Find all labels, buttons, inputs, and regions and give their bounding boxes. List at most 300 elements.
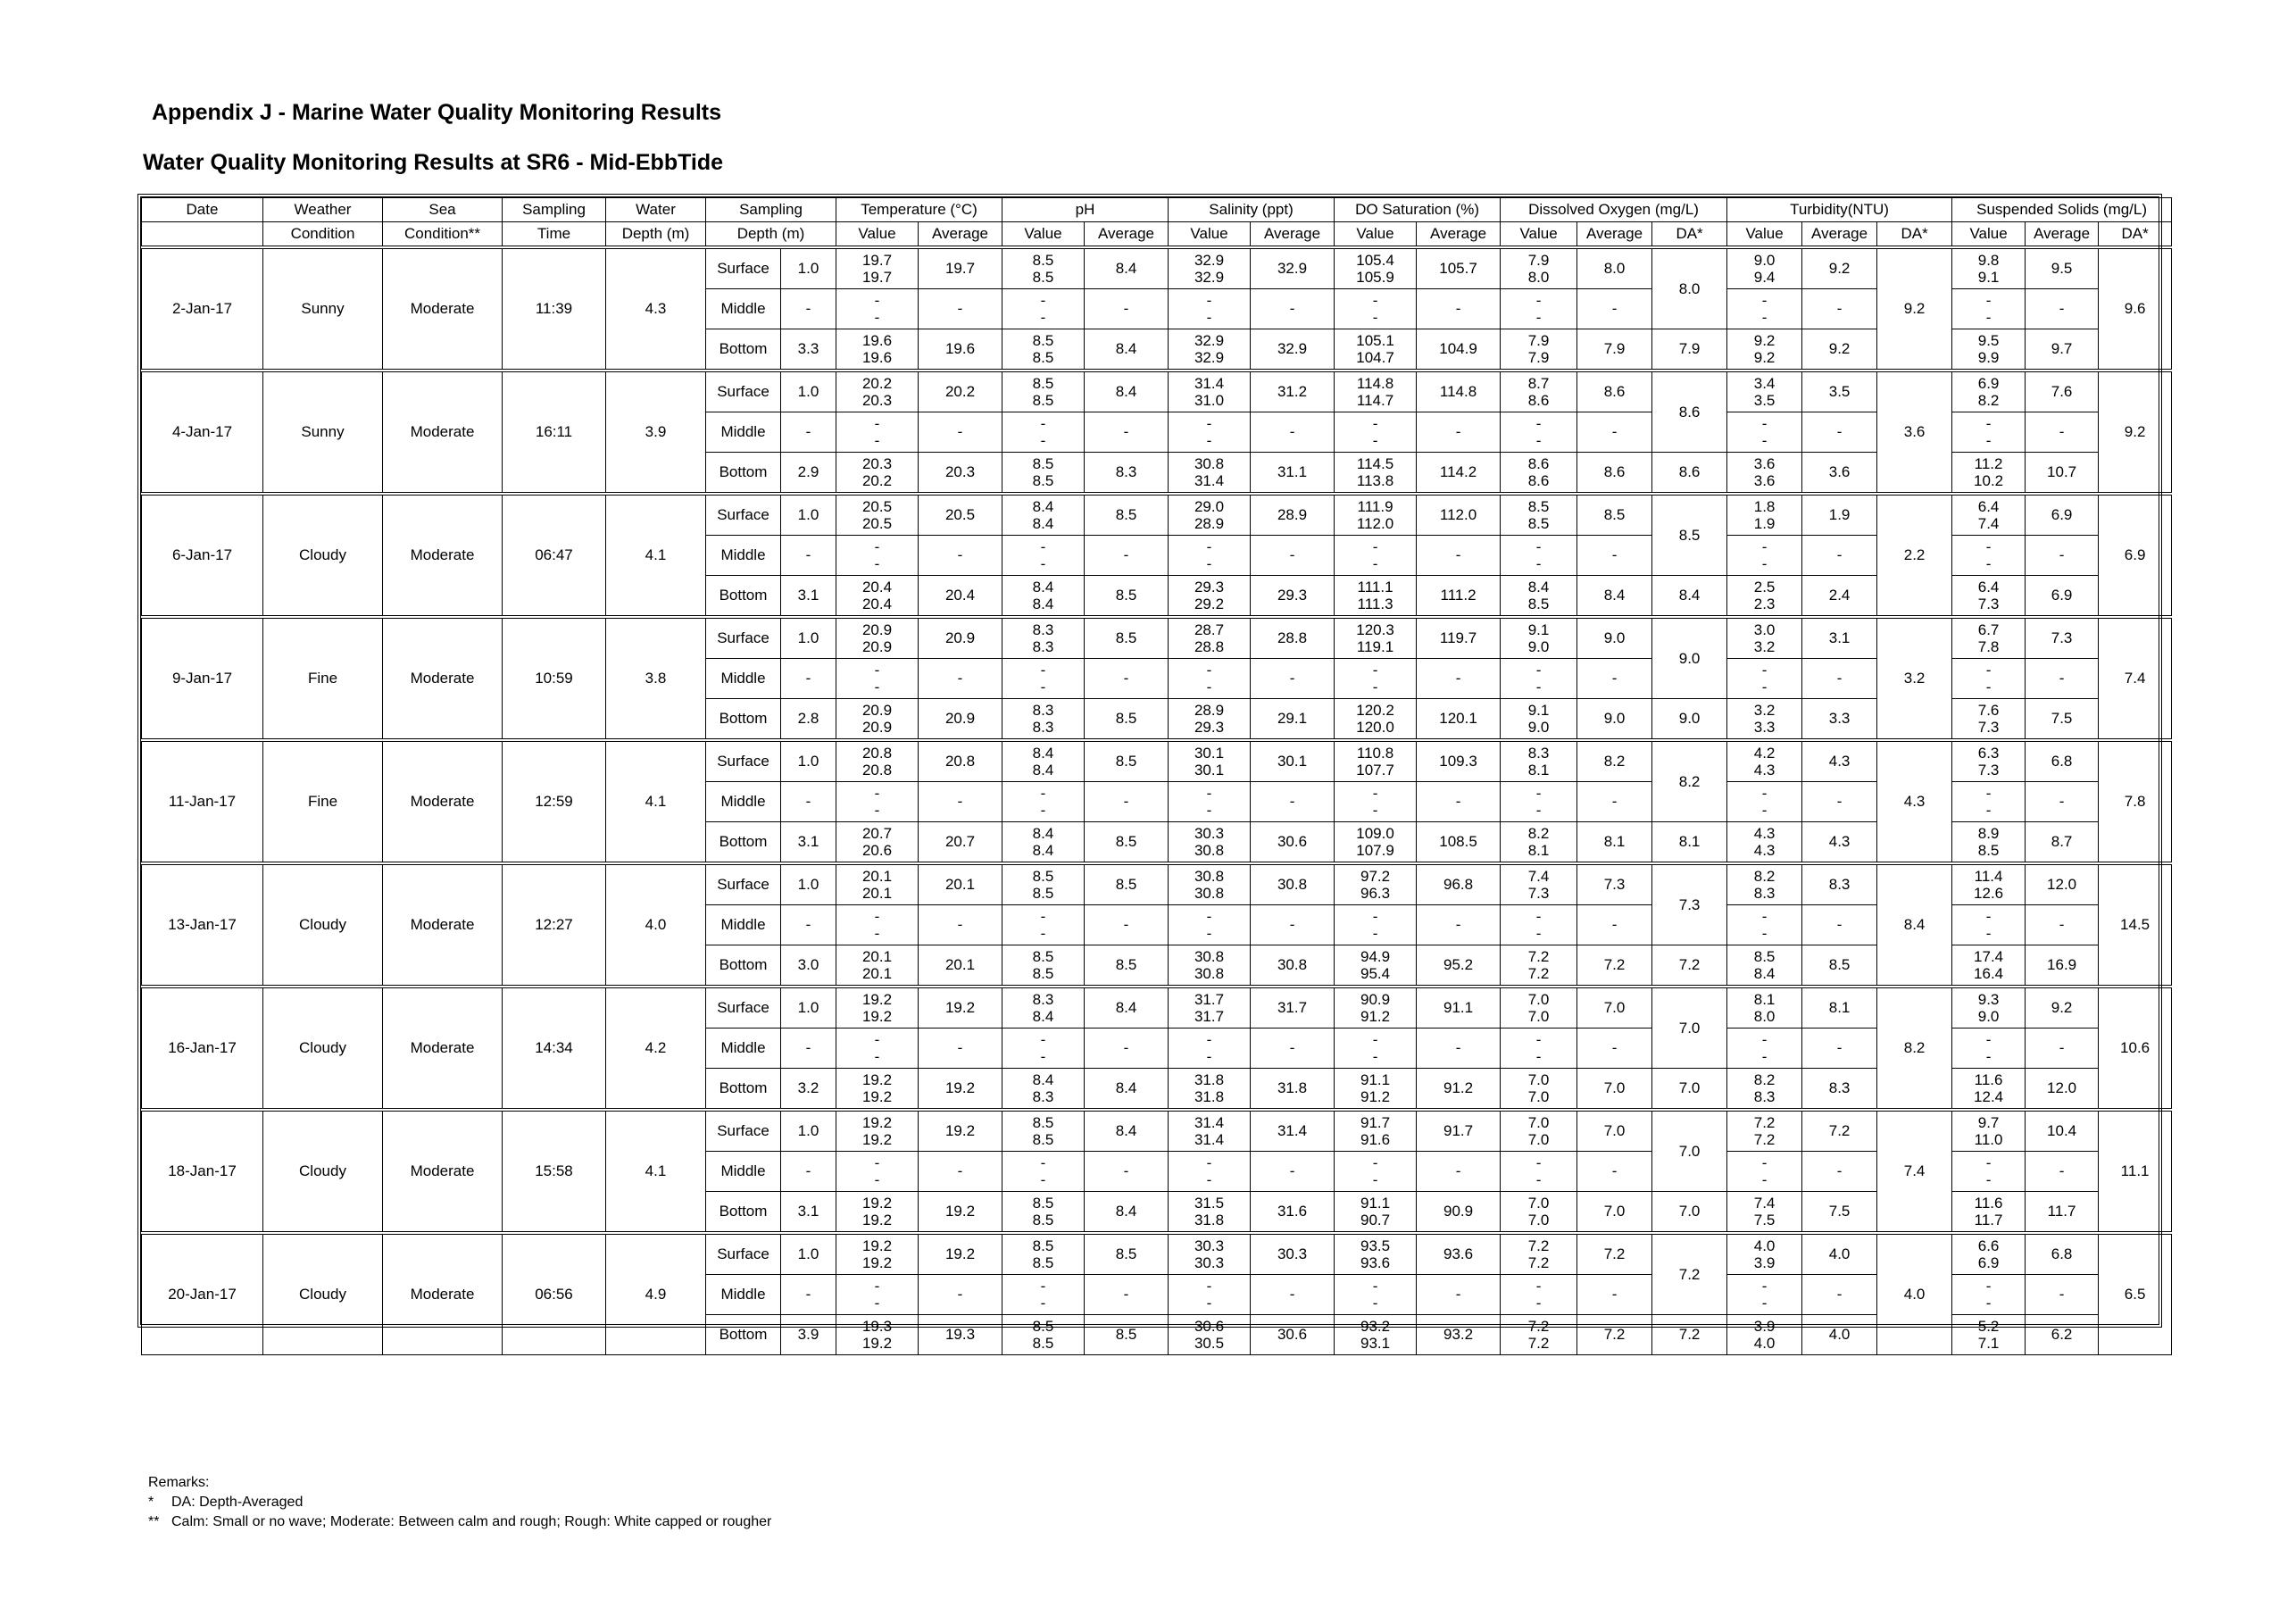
suspended-solids-values-reading: 17.4 — [1974, 947, 2004, 965]
ph-values-reading: - — [1040, 537, 1046, 555]
temperature-values — [836, 863, 919, 905]
suspended-solids-average: 12.0 — [2026, 1069, 2099, 1111]
header-row-2 — [142, 222, 2172, 248]
suspended-solids-average: - — [2026, 782, 2099, 822]
turbidity-average: 3.1 — [1802, 617, 1877, 659]
ph-values-reading: 8.5 — [1032, 885, 1054, 902]
temperature-values — [836, 1233, 919, 1275]
suspended-solids-values-reading: 11.4 — [1974, 867, 2003, 885]
ph-average: - — [1085, 536, 1169, 576]
sampling-time-cell: 06:56 — [503, 1233, 606, 1355]
header-sampling: Sampling — [503, 198, 606, 222]
salinity-values — [1169, 1029, 1251, 1069]
header-time: Time — [503, 222, 606, 248]
level-depth-cell: - — [781, 412, 836, 453]
suspended-solids-values-reading: 7.3 — [1977, 719, 2000, 736]
temperature-values-reading: 20.5 — [861, 515, 893, 532]
turbidity-average: 3.5 — [1802, 371, 1877, 412]
ph-values-reading: 8.5 — [1032, 1317, 1054, 1335]
turbidity-values-reading: 7.4 — [1753, 1194, 1776, 1212]
salinity-values — [1169, 945, 1251, 987]
do-saturation-values-reading: - — [1372, 555, 1378, 572]
temperature-values — [836, 329, 919, 371]
temperature-values — [836, 1029, 919, 1069]
suspended-solids-values — [1952, 905, 2026, 945]
level-name-cell: Middle — [706, 1152, 781, 1192]
salinity-average: - — [1251, 1029, 1335, 1069]
do-saturation-values-reading: 91.1 — [1360, 1194, 1391, 1212]
dissolved-oxygen-values — [1501, 247, 1577, 289]
dissolved-oxygen-values-reading: 8.5 — [1527, 515, 1550, 532]
suspended-solids-average: 7.6 — [2026, 371, 2099, 412]
ph-values-reading: - — [1040, 1030, 1046, 1048]
level-depth-cell: 1.0 — [781, 371, 836, 412]
turbidity-values-reading: 3.9 — [1753, 1317, 1776, 1335]
salinity-values-reading: - — [1206, 679, 1212, 695]
salinity-average: 31.4 — [1251, 1110, 1335, 1152]
salinity-values-reading: 32.9 — [1194, 251, 1225, 269]
sea-condition-cell: Moderate — [383, 247, 503, 371]
level-name-cell: Bottom — [706, 1315, 781, 1355]
salinity-values — [1169, 1192, 1251, 1234]
dissolved-oxygen-values-reading: 9.1 — [1527, 620, 1550, 638]
suspended-solids-average: - — [2026, 1275, 2099, 1315]
dissolved-oxygen-values — [1501, 1029, 1577, 1069]
salinity-values — [1169, 863, 1251, 905]
turbidity-values — [1727, 822, 1802, 864]
temperature-values-reading: 19.6 — [861, 349, 893, 366]
dissolved-oxygen-values-reading: 8.5 — [1527, 595, 1550, 612]
temperature-average: 20.5 — [919, 494, 1002, 536]
suspended-solids-values-reading: 11.0 — [1974, 1131, 2003, 1148]
turbidity-da: 3.6 — [1877, 371, 1952, 494]
dissolved-oxygen-da: 7.2 — [1652, 1233, 1727, 1315]
temperature-average: 19.2 — [919, 987, 1002, 1029]
dissolved-oxygen-values-reading: - — [1535, 309, 1542, 326]
dissolved-oxygen-values-reading: 7.0 — [1527, 1131, 1550, 1148]
dissolved-oxygen-values — [1501, 905, 1577, 945]
dissolved-oxygen-values — [1501, 699, 1577, 741]
dissolved-oxygen-values-reading: 7.0 — [1527, 1008, 1550, 1025]
do-saturation-values-reading: - — [1372, 1171, 1378, 1188]
turbidity-average: 1.9 — [1802, 494, 1877, 536]
ph-values-reading: - — [1040, 555, 1046, 572]
dissolved-oxygen-average: - — [1577, 1029, 1652, 1069]
salinity-values-reading: 30.1 — [1194, 744, 1225, 762]
ph-values-reading: 8.4 — [1032, 515, 1054, 532]
level-depth-cell: 2.8 — [781, 699, 836, 741]
suspended-solids-average: - — [2026, 1029, 2099, 1069]
do-saturation-average: 95.2 — [1417, 945, 1501, 987]
dissolved-oxygen-average: 7.2 — [1577, 1315, 1652, 1355]
turbidity-values-reading: 1.9 — [1753, 515, 1776, 532]
temperature-values-reading: 19.2 — [861, 1008, 893, 1025]
sea-condition-cell: Moderate — [383, 371, 503, 494]
suspended-solids-da: 6.5 — [2099, 1233, 2172, 1355]
level-name-cell: Middle — [706, 1275, 781, 1315]
temperature-values — [836, 987, 919, 1029]
do-saturation-values — [1335, 247, 1417, 289]
salinity-values — [1169, 1152, 1251, 1192]
dissolved-oxygen-average: 8.6 — [1577, 371, 1652, 412]
page-title: Appendix J - Marine Water Quality Monitoring Results — [152, 100, 722, 125]
suspended-solids-average: 9.7 — [2026, 329, 2099, 371]
level-depth-cell: - — [781, 782, 836, 822]
do-saturation-values-reading: - — [1372, 309, 1378, 326]
turbidity-values-reading: 7.2 — [1753, 1131, 1776, 1148]
temperature-values-reading: 19.7 — [861, 251, 893, 269]
dissolved-oxygen-values — [1501, 863, 1577, 905]
dissolved-oxygen-average: - — [1577, 782, 1652, 822]
salinity-values-reading: - — [1206, 414, 1212, 432]
do-saturation-values-reading: 120.3 — [1356, 620, 1394, 638]
water-depth-cell: 4.0 — [606, 863, 706, 987]
header-sampling-depth: Sampling — [706, 198, 836, 222]
salinity-average: 30.3 — [1251, 1233, 1335, 1275]
ph-values — [1002, 494, 1085, 536]
suspended-solids-values-reading: 7.6 — [1977, 701, 2000, 719]
turbidity-average: 7.5 — [1802, 1192, 1877, 1234]
suspended-solids-da: 9.6 — [2099, 247, 2172, 371]
ph-average: 8.4 — [1085, 371, 1169, 412]
turbidity-values-reading: - — [1761, 1277, 1768, 1295]
dissolved-oxygen-values — [1501, 617, 1577, 659]
turbidity-values — [1727, 453, 1802, 495]
temperature-values — [836, 1152, 919, 1192]
ph-values-reading: 8.5 — [1032, 1237, 1054, 1254]
header-turb-value: Value — [1727, 222, 1802, 248]
turbidity-values — [1727, 1233, 1802, 1275]
water-depth-cell: 4.1 — [606, 494, 706, 617]
temperature-average: 20.4 — [919, 576, 1002, 618]
suspended-solids-values-reading: - — [1985, 907, 1992, 925]
level-depth-cell: - — [781, 536, 836, 576]
ph-values-reading: 8.5 — [1032, 331, 1054, 349]
level-depth-cell: 1.0 — [781, 1233, 836, 1275]
header-ph: pH — [1002, 198, 1169, 222]
dissolved-oxygen-values-reading: - — [1535, 1153, 1542, 1171]
dissolved-oxygen-da-bottom: 7.2 — [1652, 1315, 1727, 1355]
level-name-cell: Middle — [706, 905, 781, 945]
turbidity-average: - — [1802, 1275, 1877, 1315]
dissolved-oxygen-values — [1501, 536, 1577, 576]
suspended-solids-values-reading: 9.0 — [1977, 1008, 2000, 1025]
turbidity-values — [1727, 329, 1802, 371]
dissolved-oxygen-values-reading: 7.2 — [1527, 947, 1550, 965]
header-water: Water — [606, 198, 706, 222]
turbidity-values — [1727, 905, 1802, 945]
dissolved-oxygen-values — [1501, 1275, 1577, 1315]
suspended-solids-da: 6.9 — [2099, 494, 2172, 617]
dissolved-oxygen-average: - — [1577, 1275, 1652, 1315]
temperature-values-reading: 20.9 — [861, 620, 893, 638]
turbidity-average: 9.2 — [1802, 329, 1877, 371]
header-dos-value: Value — [1335, 222, 1417, 248]
temperature-values — [836, 740, 919, 782]
suspended-solids-values-reading: 6.4 — [1977, 578, 2000, 595]
salinity-average: 31.6 — [1251, 1192, 1335, 1234]
suspended-solids-values-reading: - — [1985, 661, 1992, 679]
do-saturation-values-reading: - — [1372, 925, 1378, 942]
turbidity-values-reading: 8.1 — [1753, 990, 1776, 1008]
suspended-solids-values — [1952, 782, 2026, 822]
temperature-values — [836, 822, 919, 864]
do-saturation-average: 119.7 — [1417, 617, 1501, 659]
turbidity-da: 4.0 — [1877, 1233, 1952, 1355]
dissolved-oxygen-values — [1501, 987, 1577, 1029]
suspended-solids-da: 7.8 — [2099, 740, 2172, 863]
dissolved-oxygen-da-bottom: 8.4 — [1652, 576, 1727, 618]
level-depth-cell: - — [781, 1275, 836, 1315]
salinity-values — [1169, 412, 1251, 453]
suspended-solids-values — [1952, 1152, 2026, 1192]
level-name-cell: Surface — [706, 740, 781, 782]
ph-values-reading: 8.5 — [1032, 965, 1054, 982]
dissolved-oxygen-values-reading: 8.4 — [1527, 578, 1550, 595]
level-depth-cell: - — [781, 659, 836, 699]
dissolved-oxygen-da: 9.0 — [1652, 617, 1727, 699]
weather-cell: Cloudy — [263, 863, 383, 987]
suspended-solids-values-reading: 11.2 — [1974, 454, 2003, 472]
ph-average: 8.4 — [1085, 1192, 1169, 1234]
dissolved-oxygen-average: 8.5 — [1577, 494, 1652, 536]
remark-mark: ** — [148, 1514, 160, 1529]
suspended-solids-values-reading: 8.5 — [1977, 842, 2000, 859]
water-depth-cell: 4.1 — [606, 1110, 706, 1233]
sea-condition-cell: Moderate — [383, 617, 503, 740]
ph-values — [1002, 247, 1085, 289]
suspended-solids-values-reading: 10.2 — [1974, 472, 2004, 489]
do-saturation-values — [1335, 1029, 1417, 1069]
suspended-solids-values-reading: - — [1985, 555, 1992, 572]
ph-values-reading: 8.4 — [1032, 762, 1054, 779]
turbidity-values — [1727, 945, 1802, 987]
suspended-solids-values-reading: 8.2 — [1977, 392, 2000, 409]
salinity-values-reading: - — [1206, 1295, 1212, 1312]
ph-average: - — [1085, 659, 1169, 699]
temperature-values — [836, 617, 919, 659]
temperature-values-reading: - — [874, 1153, 880, 1171]
salinity-values — [1169, 782, 1251, 822]
level-name-cell: Bottom — [706, 945, 781, 987]
dissolved-oxygen-average: 8.6 — [1577, 453, 1652, 495]
suspended-solids-values-reading: - — [1985, 1295, 1992, 1312]
do-saturation-values — [1335, 617, 1417, 659]
ph-values-reading: 8.5 — [1032, 374, 1054, 392]
remarks-heading: Remarks: — [148, 1475, 210, 1490]
sampling-time-cell: 10:59 — [503, 617, 606, 740]
salinity-values-reading: 32.9 — [1194, 331, 1225, 349]
level-name-cell: Bottom — [706, 1192, 781, 1234]
suspended-solids-average: 6.8 — [2026, 740, 2099, 782]
weather-cell: Fine — [263, 617, 383, 740]
header-do-value: Value — [1501, 222, 1577, 248]
temperature-average: - — [919, 782, 1002, 822]
turbidity-values-reading: 4.0 — [1753, 1335, 1776, 1352]
temperature-values-reading: 20.5 — [861, 497, 893, 515]
dissolved-oxygen-values-reading: 7.2 — [1527, 1237, 1550, 1254]
do-saturation-values-reading: - — [1372, 802, 1378, 819]
do-saturation-values-reading: 120.2 — [1356, 701, 1394, 719]
header-date: Date — [142, 198, 263, 222]
level-depth-cell: 1.0 — [781, 740, 836, 782]
turbidity-values — [1727, 987, 1802, 1029]
dissolved-oxygen-values-reading: - — [1535, 661, 1542, 679]
ph-average: 8.3 — [1085, 453, 1169, 495]
salinity-values — [1169, 576, 1251, 618]
salinity-values-reading: 30.3 — [1194, 1237, 1225, 1254]
ph-values-reading: 8.3 — [1032, 620, 1054, 638]
level-depth-cell: - — [781, 1029, 836, 1069]
turbidity-average: 4.0 — [1802, 1233, 1877, 1275]
ph-average: 8.5 — [1085, 863, 1169, 905]
ph-values-reading: 8.5 — [1032, 392, 1054, 409]
do-saturation-values — [1335, 863, 1417, 905]
dissolved-oxygen-values — [1501, 453, 1577, 495]
dissolved-oxygen-values-reading: 9.0 — [1527, 719, 1550, 736]
dissolved-oxygen-da-bottom: 8.1 — [1652, 822, 1727, 864]
salinity-values-reading: 30.8 — [1194, 965, 1225, 982]
ph-values — [1002, 822, 1085, 864]
turbidity-average: - — [1802, 905, 1877, 945]
do-saturation-values-reading: 114.7 — [1356, 392, 1394, 409]
ph-values-reading: 8.5 — [1032, 472, 1054, 489]
water-depth-cell: 4.9 — [606, 1233, 706, 1355]
dissolved-oxygen-values — [1501, 494, 1577, 536]
salinity-values-reading: 30.8 — [1194, 842, 1225, 859]
header-dos-average: Average — [1417, 222, 1501, 248]
ph-values — [1002, 371, 1085, 412]
suspended-solids-values-reading: 7.4 — [1977, 515, 2000, 532]
suspended-solids-values-reading: - — [1985, 537, 1992, 555]
suspended-solids-values — [1952, 659, 2026, 699]
dissolved-oxygen-values-reading: 9.0 — [1527, 638, 1550, 655]
do-saturation-values-reading: - — [1372, 661, 1378, 679]
suspended-solids-values-reading: - — [1985, 1030, 1992, 1048]
turbidity-values — [1727, 412, 1802, 453]
header-turbidity: Turbidity(NTU) — [1727, 198, 1952, 222]
level-name-cell: Middle — [706, 536, 781, 576]
do-saturation-values — [1335, 1315, 1417, 1355]
temperature-values-reading: 20.1 — [861, 965, 893, 982]
temperature-values-reading: - — [874, 907, 880, 925]
do-saturation-values — [1335, 905, 1417, 945]
level-name-cell: Surface — [706, 247, 781, 289]
do-saturation-values-reading: 111.3 — [1357, 595, 1393, 612]
salinity-values-reading: 31.8 — [1194, 1088, 1225, 1105]
ph-values — [1002, 863, 1085, 905]
turbidity-values — [1727, 247, 1802, 289]
turbidity-values — [1727, 699, 1802, 741]
dissolved-oxygen-values-reading: 7.2 — [1527, 1335, 1550, 1352]
do-saturation-average: 114.2 — [1417, 453, 1501, 495]
do-saturation-average: 114.8 — [1417, 371, 1501, 412]
sea-condition-cell: Moderate — [383, 494, 503, 617]
level-name-cell: Surface — [706, 494, 781, 536]
level-depth-cell: 3.2 — [781, 1069, 836, 1111]
salinity-average: 32.9 — [1251, 247, 1335, 289]
ph-values-reading: 8.3 — [1032, 701, 1054, 719]
ph-values-reading: 8.5 — [1032, 269, 1054, 286]
do-saturation-values-reading: - — [1372, 432, 1378, 449]
ph-average: - — [1085, 1275, 1169, 1315]
salinity-values-reading: - — [1206, 309, 1212, 326]
do-saturation-average: 112.0 — [1417, 494, 1501, 536]
dissolved-oxygen-values — [1501, 659, 1577, 699]
turbidity-values-reading: 8.3 — [1753, 1088, 1776, 1105]
dissolved-oxygen-da-bottom: 7.2 — [1652, 945, 1727, 987]
ph-values-reading: - — [1040, 1048, 1046, 1065]
suspended-solids-values-reading: 6.3 — [1977, 744, 2000, 762]
dissolved-oxygen-average: - — [1577, 536, 1652, 576]
dissolved-oxygen-values-reading: - — [1535, 432, 1542, 449]
salinity-values-reading: - — [1206, 661, 1212, 679]
ph-values-reading: 8.5 — [1032, 1335, 1054, 1352]
do-saturation-average: 111.2 — [1417, 576, 1501, 618]
suspended-solids-values-reading: 9.5 — [1977, 331, 2000, 349]
suspended-solids-average: 9.5 — [2026, 247, 2099, 289]
header-turb-average: Average — [1802, 222, 1877, 248]
salinity-values — [1169, 659, 1251, 699]
salinity-values — [1169, 247, 1251, 289]
sea-condition-cell: Moderate — [383, 1110, 503, 1233]
level-name-cell: Bottom — [706, 329, 781, 371]
do-saturation-values-reading: - — [1372, 291, 1378, 309]
dissolved-oxygen-da: 7.0 — [1652, 1110, 1727, 1192]
ph-values — [1002, 987, 1085, 1029]
dissolved-oxygen-values-reading: 8.6 — [1527, 392, 1550, 409]
weather-cell: Cloudy — [263, 1110, 383, 1233]
suspended-solids-values — [1952, 1275, 2026, 1315]
ph-average: 8.4 — [1085, 247, 1169, 289]
suspended-solids-values — [1952, 740, 2026, 782]
temperature-average: 19.2 — [919, 1069, 1002, 1111]
salinity-values — [1169, 1110, 1251, 1152]
salinity-values-reading: 31.7 — [1194, 1008, 1225, 1025]
date-cell: 4-Jan-17 — [142, 371, 263, 494]
salinity-values-reading: 31.8 — [1194, 1070, 1225, 1088]
level-name-cell: Surface — [706, 617, 781, 659]
ph-values — [1002, 576, 1085, 618]
turbidity-values-reading: 8.0 — [1753, 1008, 1776, 1025]
dissolved-oxygen-values — [1501, 1110, 1577, 1152]
do-saturation-values-reading: 90.7 — [1360, 1212, 1391, 1228]
dissolved-oxygen-values-reading: - — [1535, 1171, 1542, 1188]
salinity-values-reading: 31.4 — [1194, 1131, 1225, 1148]
level-name-cell: Surface — [706, 1110, 781, 1152]
level-depth-cell: - — [781, 905, 836, 945]
temperature-average: 20.3 — [919, 453, 1002, 495]
dissolved-oxygen-values-reading: 8.6 — [1527, 454, 1550, 472]
level-depth-cell: 3.1 — [781, 576, 836, 618]
do-saturation-values-reading: 94.9 — [1360, 947, 1391, 965]
temperature-values-reading: 19.2 — [861, 1113, 893, 1131]
suspended-solids-values-reading: 6.7 — [1977, 620, 2000, 638]
suspended-solids-values — [1952, 1233, 2026, 1275]
suspended-solids-da: 11.1 — [2099, 1110, 2172, 1233]
ph-values-reading: 8.5 — [1032, 454, 1054, 472]
dissolved-oxygen-values — [1501, 576, 1577, 618]
do-saturation-values — [1335, 782, 1417, 822]
salinity-values-reading: - — [1206, 802, 1212, 819]
table-row — [142, 1233, 2172, 1275]
salinity-values-reading: 29.0 — [1194, 497, 1225, 515]
temperature-values-reading: 20.1 — [861, 867, 893, 885]
dissolved-oxygen-values — [1501, 1069, 1577, 1111]
salinity-values-reading: 31.8 — [1194, 1212, 1225, 1228]
temperature-values-reading: 20.1 — [861, 947, 893, 965]
level-name-cell: Bottom — [706, 1069, 781, 1111]
